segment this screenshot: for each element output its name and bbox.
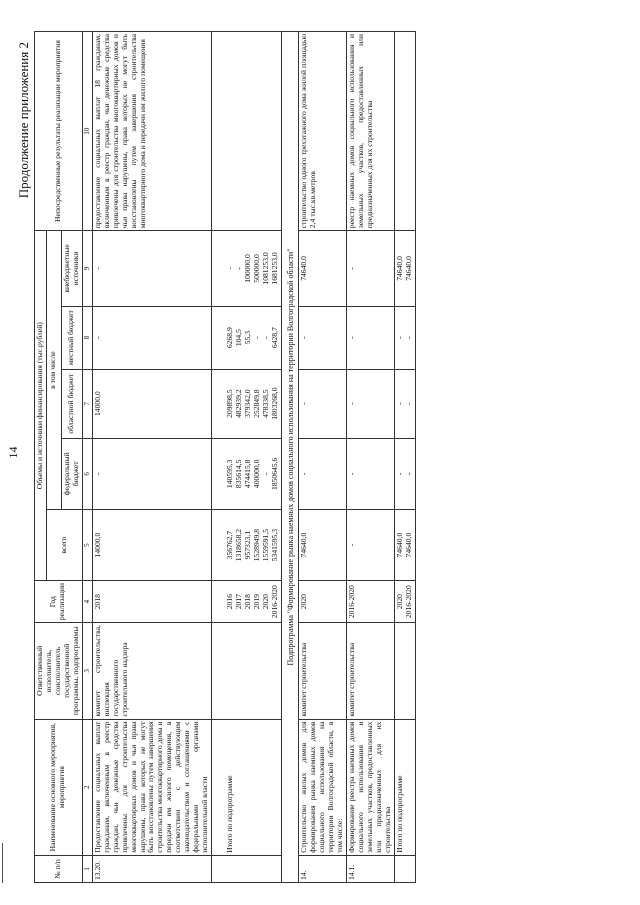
header-results: Непосредственные результаты реализации мероприятия: [35, 32, 83, 231]
subtotal-label: Итого по подпрограмме: [394, 719, 415, 855]
offbudget-value: 1681253,0: [269, 252, 279, 285]
subtotal-local: [394, 306, 415, 369]
row-offbudget: -: [347, 231, 395, 307]
row-name: Строительство жилых домов для формирования рынка наемных домов социального использования на территории Волгоградской области, в том числе:: [299, 719, 347, 855]
federal-value: 474415,8: [243, 459, 253, 489]
subtotal-federal: [394, 438, 415, 509]
header-executor: Ответственный исполнитель, соисполнитель государственной программы, подпрограммы: [35, 623, 83, 719]
federal-value: -: [260, 472, 270, 476]
header-regional: областной бюджет: [61, 369, 82, 438]
table-row-14: [299, 32, 347, 883]
row-executor: комитет строительства: [299, 623, 347, 719]
colnum: 3: [82, 623, 92, 719]
row-total: 14000,0: [92, 509, 211, 580]
total-value: 1318658,2: [234, 528, 244, 562]
row-number: 14.1.: [347, 855, 395, 882]
local-value: 6268,9: [225, 327, 235, 349]
subtotal-label: Итого по подпрограмме: [212, 719, 282, 855]
row-regional: -: [299, 369, 347, 438]
subtotal-years: [212, 581, 282, 623]
federal-value: 400000,0: [252, 459, 262, 489]
local-value: -: [260, 336, 270, 339]
subtotal-regional: [394, 369, 415, 438]
year-value: 2020: [260, 594, 270, 610]
row-executor: комитет строительства, инспекция государственного строительного надзора: [92, 623, 211, 719]
subtotal-total: [394, 509, 415, 580]
year-value: 2016-2020: [269, 585, 279, 619]
total-value: 74640,0: [403, 532, 413, 558]
regional-value: 252849,8: [252, 389, 262, 418]
subtotal-offbudget: [394, 231, 415, 307]
local-value: 6428,7: [269, 327, 279, 349]
row-total: -: [347, 509, 395, 580]
regional-value: -: [403, 402, 413, 405]
row-result: реестр наемных домов социального использования и земельных участков, предоставленных или предназначенных для их строительства: [347, 32, 395, 231]
offbudget-value: 500000,0: [252, 254, 262, 283]
header-num: № п/п: [35, 855, 83, 882]
total-value: 1559591,5: [260, 528, 270, 562]
local-value: -: [394, 336, 404, 339]
subtotal-local: [212, 306, 282, 369]
year-value: 2019: [252, 594, 262, 610]
federal-value: 835614,5: [234, 459, 244, 489]
colnum: 7: [82, 369, 92, 438]
row-executor: комитет строительства: [347, 623, 395, 719]
row-number: 14.: [299, 855, 347, 882]
regional-value: 1803268,0: [269, 387, 279, 420]
header-year: Год реализации: [35, 581, 83, 623]
continuation-label: Продолжение приложения 2: [16, 42, 31, 199]
year-value: 2016: [225, 594, 235, 610]
row-number: 13.20.: [92, 855, 211, 882]
header-funding: Объемы и источники финансирования (тыс.рублей): [35, 231, 47, 581]
offbudget-value: 74640,0: [403, 256, 413, 281]
row-local: -: [92, 306, 211, 369]
local-value: -: [403, 336, 413, 339]
row-name: Предоставление социальных выплат гражданам, включенным в реестр граждан, чьи денежные средства привлечены для строительства многоквартирных домов и чьи права нарушены, права которых не могут быть восстановлены путем завершения строительства многоквартирного дома и передачи им жилого помещения, в соответствии с действующим законодательством и соглашениями с федеральными органами исполнительной власти: [92, 719, 211, 855]
year-value: 2016-2020: [403, 585, 413, 619]
offbudget-value: -: [225, 267, 235, 270]
row-local: -: [347, 306, 395, 369]
page-number: 14: [6, 446, 20, 459]
year-value: 2020: [394, 594, 404, 610]
federal-value: -: [394, 472, 404, 476]
local-value: 55,3: [243, 330, 253, 345]
header-row-1: [35, 32, 47, 883]
offbudget-value: 1081253,0: [260, 252, 270, 285]
row-result: предоставление социальных выплат 18 гражданам, включенным в реестр граждан, чьи денежные средства привлечены для строительства многоквартирных домов и чьи права нарушены, права которых не могут быть восстановлены путем завершения строительства многоквартирного дома и передачи им жилого помещения: [92, 32, 211, 231]
header-local: местный бюджет: [61, 306, 82, 369]
row-local: -: [299, 306, 347, 369]
local-value: -: [252, 336, 262, 339]
row-regional: -: [347, 369, 395, 438]
row-year: 2016-2020: [347, 581, 395, 623]
offbudget-value: -: [234, 267, 244, 270]
header-offbudget: внебюджетные источники: [61, 231, 82, 307]
subprogram-title: Подпрограмма "Формирование рынка наемных домов социального использования на территории Волгоградской области": [281, 32, 298, 883]
subprogram-title-row: [281, 32, 298, 883]
row-result: строительство одного трехэтажного дома жилой площадью 2,4 тыс.кв.метров: [299, 32, 347, 231]
regional-value: -: [394, 402, 404, 405]
row-year: 2020: [299, 581, 347, 623]
row-year: 2018: [92, 581, 211, 623]
colnum: 2: [82, 719, 92, 855]
federal-value: -: [403, 472, 413, 476]
row-total: 74640,0: [299, 509, 347, 580]
regional-value: 478338,5: [260, 389, 270, 418]
total-value: 5341595,3: [269, 528, 279, 562]
subtotal-row-14: [394, 32, 415, 883]
row-offbudget: 74640,0: [299, 231, 347, 307]
federal-value: 1850645,6: [269, 457, 279, 490]
local-value: 104,5: [234, 329, 244, 347]
row-offbudget: -: [92, 231, 211, 307]
offbudget-value: 100000,0: [243, 254, 253, 283]
row-federal: -: [347, 438, 395, 509]
subtotal-years: [394, 581, 415, 623]
table-row-14-1: [347, 32, 395, 883]
total-value: 74640,0: [394, 532, 404, 558]
colnum: 6: [82, 438, 92, 509]
table-row-13-20: [92, 32, 211, 883]
subtotal-row-13: [212, 32, 282, 883]
federal-value: 140595,3: [225, 459, 235, 489]
column-numbers-row: [82, 32, 92, 883]
regional-value: 379342,0: [243, 389, 253, 418]
colnum: 5: [82, 509, 92, 580]
colnum: 1: [82, 855, 92, 882]
total-value: 957323,1: [243, 530, 253, 560]
header-total: всего: [46, 509, 82, 580]
colnum: 8: [82, 306, 92, 369]
colnum: 10: [82, 32, 92, 231]
regional-value: 482939,2: [234, 389, 244, 418]
program-table: [34, 31, 416, 883]
row-regional: 14000,0: [92, 369, 211, 438]
offbudget-value: 74640,0: [394, 256, 404, 281]
row-name: Формирование реестра наемных домов социального использования и земельных участков, предоставленных или предназначенных для их строительства: [347, 719, 395, 855]
subtotal-regional: [212, 369, 282, 438]
header-incl: в том числе: [46, 231, 61, 510]
total-value: 356762,7: [225, 530, 235, 560]
subtotal-total: [212, 509, 282, 580]
top-rule: [2, 843, 3, 883]
header-federal: федеральный бюджет: [61, 438, 82, 509]
colnum: 9: [82, 231, 92, 307]
year-value: 2017: [234, 594, 244, 610]
colnum: 4: [82, 581, 92, 623]
header-name: Наименование основного мероприятия, мероприятия: [35, 719, 83, 855]
row-federal: -: [299, 438, 347, 509]
year-value: 2018: [243, 594, 253, 610]
regional-value: 209898,5: [225, 389, 235, 418]
total-value: 1528949,8: [252, 528, 262, 562]
subtotal-federal: [212, 438, 282, 509]
row-federal: -: [92, 438, 211, 509]
subtotal-offbudget: [212, 231, 282, 307]
